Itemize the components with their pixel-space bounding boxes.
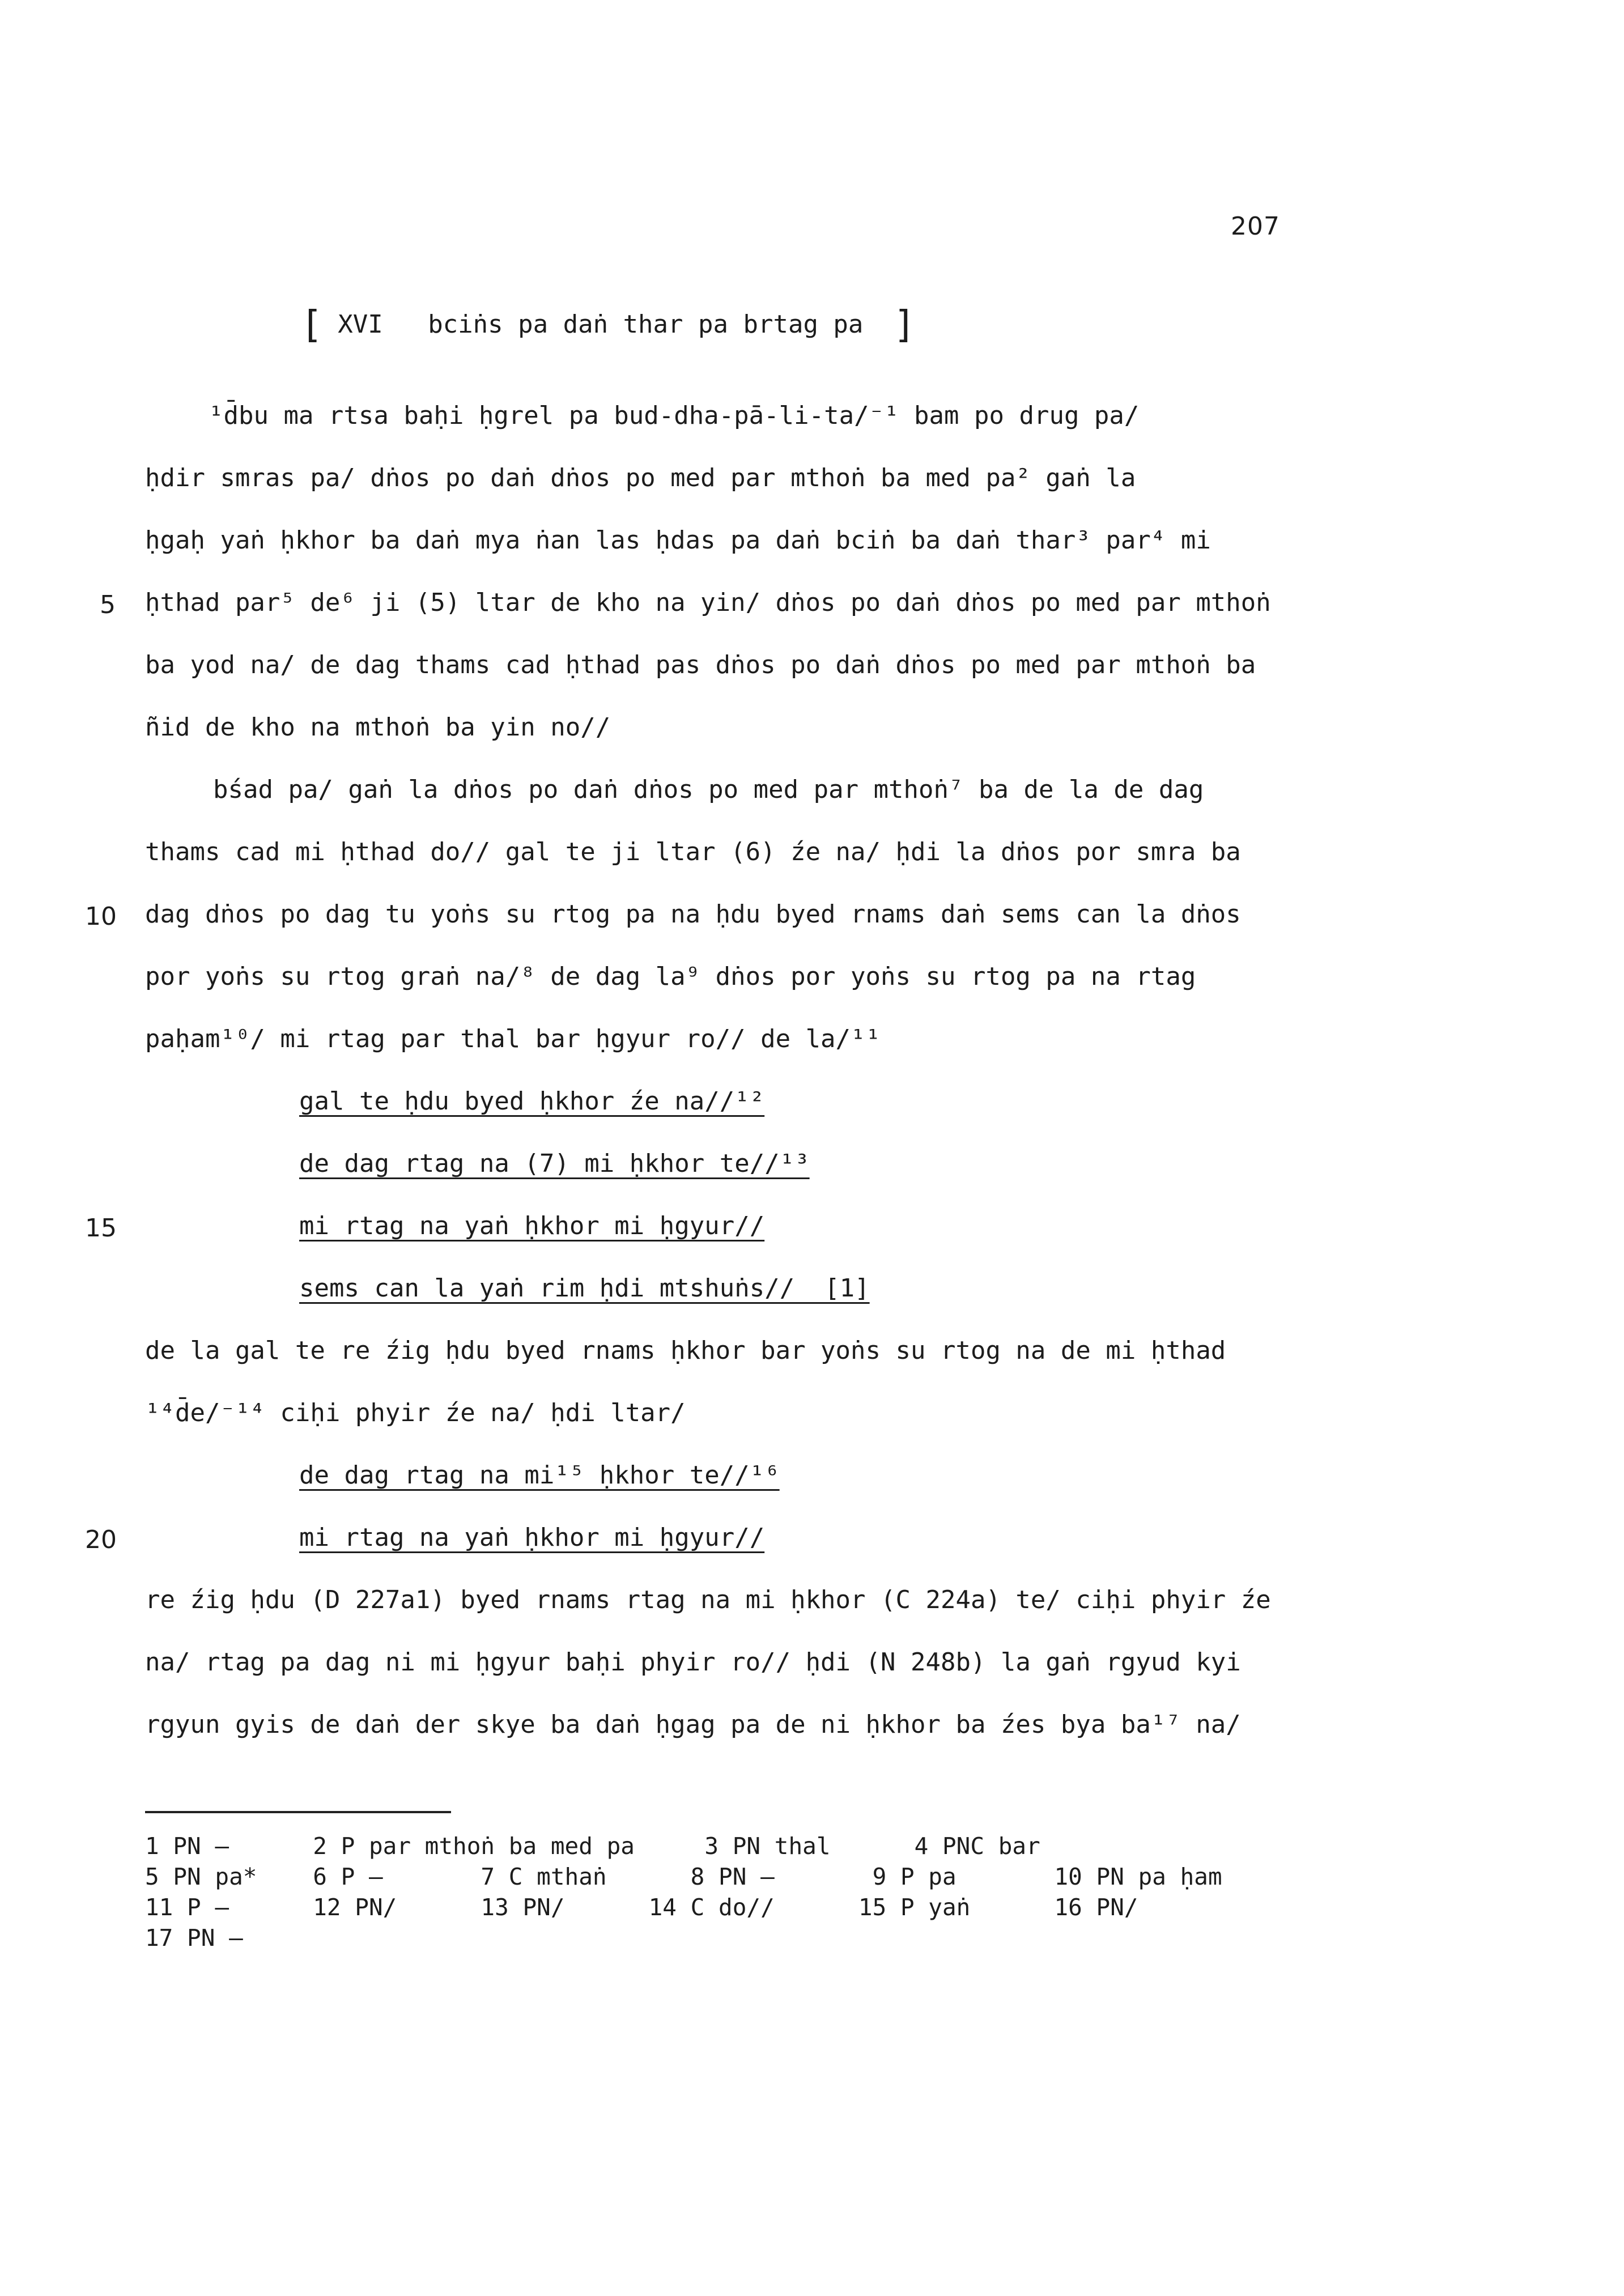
text-line: paḥam¹⁰/ mi rtag par thal bar ḥgyur ro// de la/¹¹	[145, 1024, 881, 1053]
text-line: bśad pa/ gaṅ la dṅos po daṅ dṅos po med par mthoṅ⁷ ba de la de dag	[213, 775, 1204, 804]
footnote-line: 5 PN pa* 6 P — 7 C mthaṅ 8 PN — 9 P pa 10 PN pa ḥam	[145, 1863, 1222, 1890]
text-line: ḥthad par⁵ de⁶ ji (5) ltar de kho na yin/ dṅos po daṅ dṅos po med par mthoṅ	[145, 588, 1271, 617]
text-line: ñid de kho na mthoṅ ba yin no//	[145, 713, 611, 742]
text-line: ¹⁴d̄e/⁻¹⁴ ciḥi phyir źe na/ ḥdi ltar/	[145, 1398, 686, 1427]
line-number: 20	[85, 1525, 117, 1554]
section-heading	[300, 303, 916, 346]
footnote-line: 17 PN —	[145, 1924, 243, 1951]
heading-open-bracket: [	[300, 303, 323, 346]
page-number: 207	[1231, 212, 1280, 241]
text-line: na/ rtag pa dag ni mi ḥgyur baḥi phyir ro// ḥdi (N 248b) la gaṅ rgyud kyi	[145, 1648, 1241, 1677]
text-line: ba yod na/ de dag thams cad ḥthad pas dṅos po daṅ dṅos po med par mthoṅ ba	[145, 650, 1256, 679]
text-line: re źig ḥdu (D 227a1) byed rnams rtag na mi ḥkhor (C 224a) te/ ciḥi phyir źe	[145, 1585, 1271, 1614]
text-line: de la gal te re źig ḥdu byed rnams ḥkhor bar yoṅs su rtog na de mi ḥthad	[145, 1336, 1226, 1365]
line-number: 10	[85, 902, 117, 931]
text-line: mi rtag na yaṅ ḥkhor mi ḥgyur//	[299, 1211, 765, 1240]
text-line: por yoṅs su rtog graṅ na/⁸ de dag la⁹ dṅos por yoṅs su rtog pa na rtag	[145, 962, 1196, 991]
line-number: 5	[100, 590, 116, 619]
text-line: rgyun gyis de daṅ der skye ba daṅ ḥgag pa de ni ḥkhor ba źes bya ba¹⁷ na/	[145, 1710, 1241, 1739]
text-line: thams cad mi ḥthad do// gal te ji ltar (6) źe na/ ḥdi la dṅos por smra ba	[145, 837, 1241, 866]
text-line: ¹d̄bu ma rtsa baḥi ḥgrel pa bud-dha-pā-li-ta/⁻¹ bam po drug pa/	[209, 401, 1140, 430]
text-line: sems can la yaṅ rim ḥdi mtshuṅs// [1]	[299, 1274, 870, 1303]
heading-close-bracket: ]	[893, 303, 916, 346]
footnote-line: 1 PN — 2 P par mthoṅ ba med pa 3 PN thal 4 PNC bar	[145, 1832, 1040, 1860]
text-line: mi rtag na yaṅ ḥkhor mi ḥgyur//	[299, 1523, 765, 1552]
text-line: gal te ḥdu byed ḥkhor źe na//¹²	[299, 1087, 765, 1116]
footnote-line: 11 P — 12 PN/ 13 PN/ 14 C do// 15 P yaṅ 16 PN/	[145, 1894, 1138, 1921]
text-line: ḥdir smras pa/ dṅos po daṅ dṅos po med par mthoṅ ba med pa² gaṅ la	[145, 464, 1136, 492]
text-line: dag dṅos po dag tu yoṅs su rtog pa na ḥdu byed rnams daṅ sems can la dṅos	[145, 900, 1241, 929]
line-number: 15	[85, 1214, 117, 1243]
text-line: de dag rtag na (7) mi ḥkhor te//¹³	[299, 1149, 810, 1178]
footnote-rule	[145, 1811, 451, 1813]
heading-text: XVI bciṅs pa daṅ thar pa brtag pa	[338, 310, 864, 339]
text-line: de dag rtag na mi¹⁵ ḥkhor te//¹⁶	[299, 1461, 780, 1490]
text-line: ḥgaḥ yaṅ ḥkhor ba daṅ mya ṅan las ḥdas pa daṅ bciṅ ba daṅ thar³ par⁴ mi	[145, 526, 1211, 555]
